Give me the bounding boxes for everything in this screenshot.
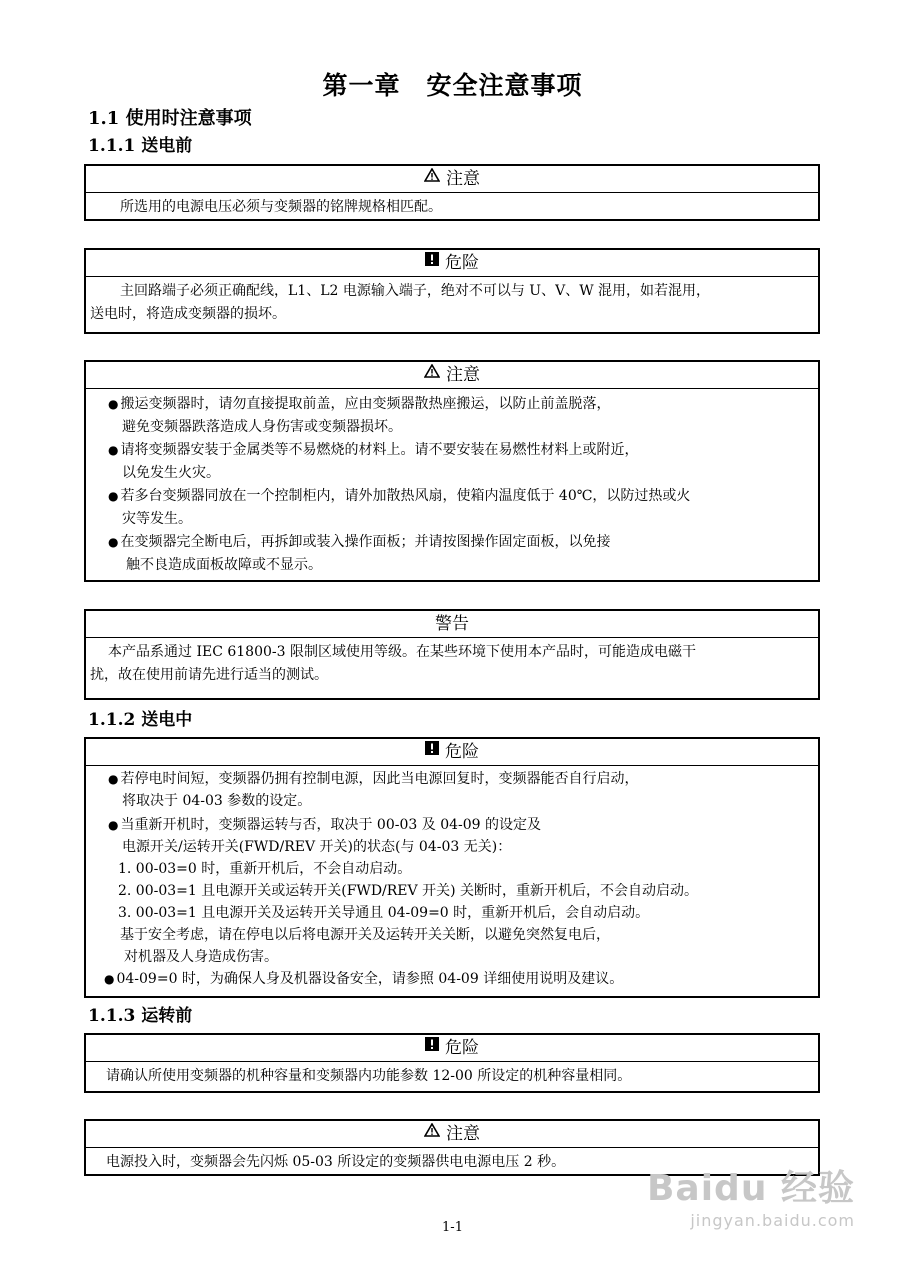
list-item: ● 搬运变频器时，请勿直接提取前盖，应由变频器散热座搬运，以防止前盖脱落， [108,396,611,412]
box-header [86,166,818,193]
danger-box-2 [84,737,820,998]
watermark-url: jingyan.baidu.com [690,1211,855,1230]
list-item-text: 搬运变频器时，请勿直接提取前盖，应由变频器散热座搬运，以防止前盖脱落， [120,396,611,412]
box-header [86,362,818,389]
box-header [86,611,818,638]
list-item-text: 若多台变频器同放在一个控制柜内，请外加散热风扇，使箱内温度低于 40℃，以防过热或火 [120,488,691,504]
chapter-title: 第一章 安全注意事项 [322,71,583,100]
box-header [86,1121,818,1148]
baidu-watermark [647,1160,855,1230]
text-line: 主回路端子必须正确配线，L1、L2 电源输入端子，绝对不可以与 U、V、W 混用，如若混用， [120,283,711,299]
box-header [86,739,818,766]
list-item-cont: 以免发生火灾。 [122,465,220,481]
warning-triangle-icon [424,164,440,190]
caution-box-1 [84,164,820,221]
list-item-cont: 灾等发生。 [122,511,192,527]
box-header-label: 警告 [435,614,469,634]
exclamation-square-icon [425,1033,439,1059]
danger-box-1 [84,248,820,334]
subsection-heading-2: 1.1.2 送电中 [88,710,193,730]
box-header-label: 危险 [445,253,479,273]
box-text: 所选用的电源电压必须与变频器的铭牌规格相匹配。 [120,199,442,215]
list-item: ● 在变频器完全断电后，再拆卸或装入操作面板；并请按图操作固定面板，以免接 [108,534,611,550]
list-item-text: 请将变频器安装于金属类等不易燃烧的材料上。请不要安装在易燃性材料上或附近， [120,442,639,458]
list-item: ● 若停电时间短，变频器仍拥有控制电源，因此当电源回复时，变频器能否自行启动， [108,771,639,787]
list-item-text: 当重新开机时，变频器运转与否，取决于 00-03 及 04-09 的设定及 [120,817,542,833]
list-item-text: 在变频器完全断电后，再拆卸或装入操作面板；并请按图操作固定面板，以免接 [120,534,611,550]
list-item-cont: 将取决于 04-03 参数的设定。 [122,793,312,809]
sub-note: 基于安全考虑，请在停电以后将电源开关及运转开关关断，以避免突然复电后， [120,927,610,943]
text-line: 送电时，将造成变频器的损坏。 [90,306,286,322]
subsection-heading-1: 1.1.1 送电前 [88,136,193,156]
list-item: ● 当重新开机时，变频器运转与否，取决于 00-03 及 04-09 的设定及 [108,817,542,833]
box-text [86,638,818,687]
exclamation-square-icon [425,248,439,274]
list-item-text: 若停电时间短，变频器仍拥有控制电源，因此当电源回复时，变频器能否自行启动， [120,771,639,787]
sub-item: 1. 00-03=0 时，重新开机后，不会自动启动。 [118,861,412,877]
sub-item: 2. 00-03=1 且电源开关或运转开关(FWD/REV 开关) 关断时，重新开机后，不会自动启动。 [118,883,698,899]
box-header [86,1035,818,1062]
list-item: ● 若多台变频器同放在一个控制柜内，请外加散热风扇，使箱内温度低于 40℃，以防过热或火 [108,488,691,504]
list-item-cont: 触不良造成面板故障或不显示。 [126,557,322,573]
box-text: 请确认所使用变频器的机种容量和变频器内功能参数 12-00 所设定的机种容量相同。 [106,1068,632,1084]
watermark-brand: Baidu 经验 [646,1168,855,1209]
box-header-label: 注意 [446,1124,480,1144]
sub-note: 对机器及人身造成伤害。 [124,949,278,965]
text-line: 扰，故在使用前请先进行适当的测试。 [90,667,328,683]
box-header-label: 危险 [445,1038,479,1058]
list-item-text: 04-09=0 时，为确保人身及机器设备安全，请参照 04-09 详细使用说明及建议。 [116,971,624,987]
list-item: ● 04-09=0 时，为确保人身及机器设备安全，请参照 04-09 详细使用说明及建议。 [104,971,624,987]
bullet-list [86,393,818,577]
caution-box-2 [84,360,820,582]
danger-box-3 [84,1033,820,1093]
box-header-label: 注意 [446,169,480,189]
box-header-label: 注意 [446,365,480,385]
subsection-heading-3: 1.1.3 运转前 [88,1006,193,1026]
box-header-label: 危险 [445,742,479,762]
text-line: 本产品系通过 IEC 61800-3 限制区域使用等级。在某些环境下使用本产品时，可能造成电磁干 [108,644,696,660]
box-header [86,250,818,277]
section-heading: 1.1 使用时注意事项 [88,108,252,129]
box-text [86,277,818,326]
sub-item: 3. 00-03=1 且电源开关及运转开关导通且 04-09=0 时，重新开机后，会自动启动。 [118,905,650,921]
list-item-cont: 电源开关/运转开关(FWD/REV 开关)的状态(与 04-03 无关)： [122,839,512,855]
exclamation-square-icon [425,737,439,763]
warning-triangle-icon [424,1119,440,1145]
warning-box [84,609,820,700]
list-item: ● 请将变频器安装于金属类等不易燃烧的材料上。请不要安装在易燃性材料上或附近， [108,442,639,458]
bullet-list [86,768,818,990]
page-number: 1-1 [442,1220,463,1235]
warning-triangle-icon [424,360,440,386]
list-item-cont: 避免变频器跌落造成人身伤害或变频器损坏。 [122,419,402,435]
box-text: 电源投入时，变频器会先闪烁 05-03 所设定的变频器供电电源电压 2 秒。 [106,1154,566,1170]
